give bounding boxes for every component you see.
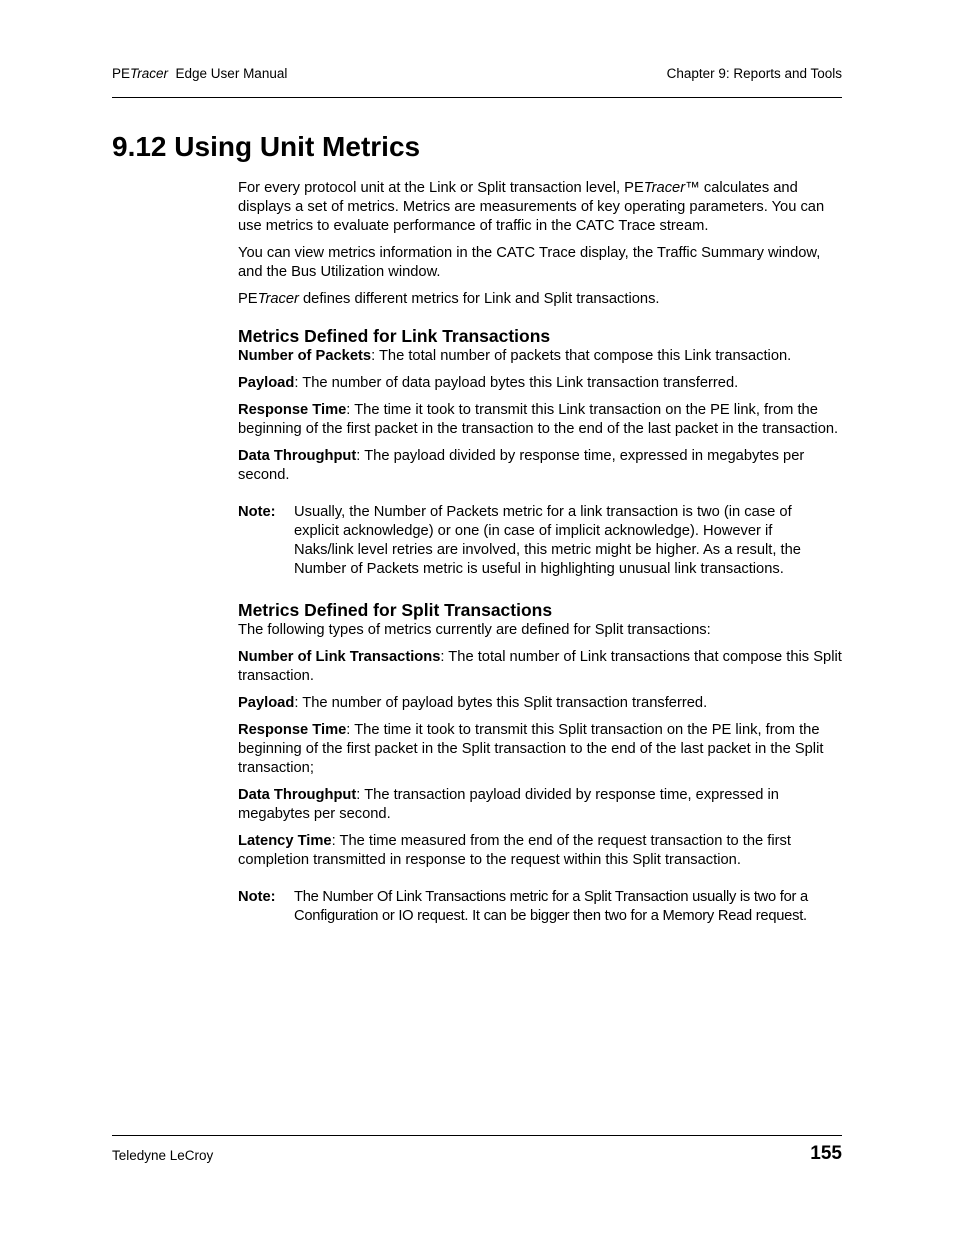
note-label: Note:: [238, 889, 276, 905]
note-label: Note:: [238, 504, 276, 520]
intro-p1-text-b: ™ calculates and displays a set of metrics. Metrics are measurements of key operating parameters. You can use metrics to evaluate performance of traffic in the CATC Trace stream.: [238, 180, 825, 234]
metric-description: : The payload divided by response time, expressed in megabytes per second.: [238, 448, 805, 483]
metric-description: : The number of payload bytes this Split transaction transferred.: [294, 695, 708, 711]
main-content: [238, 179, 842, 946]
split-metric-latency-time: [238, 832, 842, 870]
note-text: The Number Of Link Transactions metric for a Split Transaction usually is two for a Configuration or IO request. It can be bigger then two for a Memory Read request.: [294, 889, 808, 924]
intro-p3-text-b: defines different metrics for Link and Split transactions.: [298, 291, 660, 307]
intro-paragraph-1: [238, 179, 842, 236]
running-header-chapter: Chapter 9: Reports and Tools: [666, 66, 842, 81]
page-number: 155: [810, 1143, 842, 1164]
metric-term: Response Time: [238, 722, 347, 738]
intro-p1-italic: Tracer: [643, 180, 686, 196]
intro-paragraph-3: [238, 290, 842, 309]
intro-p3-italic: Tracer: [257, 291, 299, 307]
metric-term: Data Throughput: [238, 448, 357, 464]
metric-description: : The time measured from the end of the request transaction to the first completion transmitted in response to the request within this Split transaction.: [238, 833, 791, 868]
metric-description: : The total number of Link transactions that compose this Split transaction.: [238, 649, 842, 684]
intro-p3-text-a: PE: [238, 291, 258, 307]
link-metric-payload: [238, 374, 842, 393]
footer-rule: [112, 1135, 842, 1136]
metric-term: Data Throughput: [238, 787, 357, 803]
link-note: [238, 503, 842, 579]
link-metric-packets: [238, 347, 842, 366]
split-section-heading: Metrics Defined for Split Transactions: [238, 600, 553, 620]
footer-company: Teledyne LeCroy: [112, 1148, 214, 1163]
metric-term: Response Time: [238, 402, 347, 418]
metric-description: : The time it took to transmit this Split transaction on the PE link, from the beginning of the first packet in the Split transaction to the end of the last packet in the Split transaction;: [238, 722, 824, 776]
page-title: 9.12 Using Unit Metrics: [112, 131, 421, 162]
link-metric-response-time: [238, 401, 842, 439]
manual-name-italic: Tracer: [130, 66, 169, 81]
metric-description: : The total number of packets that compose this Link transaction.: [371, 348, 792, 364]
metric-term: Payload: [238, 695, 295, 711]
link-section-heading: Metrics Defined for Link Transactions: [238, 326, 551, 346]
metric-term: Latency Time: [238, 833, 332, 849]
manual-name-suffix: Edge User Manual: [168, 66, 288, 81]
manual-name-prefix: PE: [112, 66, 131, 81]
metric-term: Number of Link Transactions: [238, 649, 441, 665]
split-metric-response-time: [238, 721, 842, 778]
split-section-intro: The following types of metrics currently are defined for Split transactions:: [238, 622, 711, 638]
split-note: [238, 888, 842, 926]
intro-paragraph-2: You can view metrics information in the CATC Trace display, the Traffic Summary window, and the Bus Utilization window.: [238, 245, 821, 280]
note-text: Usually, the Number of Packets metric for a link transaction is two (in case of explicit acknowledge) or one (in case of implicit acknowledge). However if Naks/link level retries are involved, this metric might be higher. As a result, the Number of Packets metric is useful in highlighting unusual link transactions.: [294, 504, 801, 577]
metric-description: : The time it took to transmit this Link transaction on the PE link, from the beginning of the first packet in the transaction to the end of the last packet in the transaction.: [238, 402, 839, 437]
intro-p1-text-a: For every protocol unit at the Link or Split transaction level, PE: [238, 180, 644, 196]
split-metric-link-transactions: [238, 648, 842, 686]
metric-term: Payload: [238, 375, 295, 391]
metric-description: : The transaction payload divided by response time, expressed in megabytes per second.: [238, 787, 779, 822]
running-header-title: [112, 66, 287, 81]
split-metric-payload: [238, 694, 842, 713]
link-metric-throughput: [238, 447, 842, 485]
split-metric-throughput: [238, 786, 842, 824]
header-rule: [112, 97, 842, 98]
metric-description: : The number of data payload bytes this Link transaction transferred.: [294, 375, 739, 391]
metric-term: Number of Packets: [238, 348, 372, 364]
